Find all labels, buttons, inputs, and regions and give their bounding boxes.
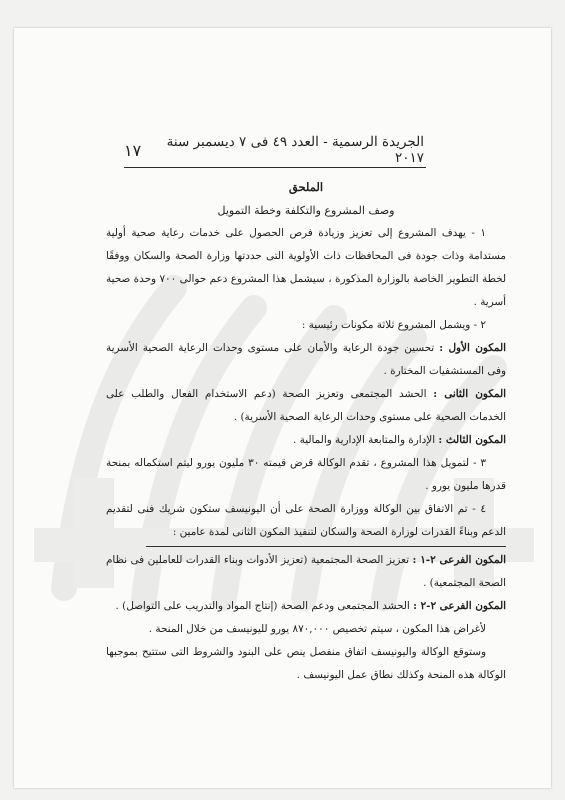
annex-body [106, 176, 506, 687]
gazette-title: الجريدة الرسمية - العدد ٤٩ فى ٧ ديسمبر سنة ٢٠١٧ [166, 134, 424, 166]
subcomponent-1-label: المكون الفرعى ٢-١ : [412, 554, 506, 566]
subcomponent-1 [106, 549, 506, 595]
component-3-label: المكون الثالث : [438, 434, 506, 446]
component-3-text: الإدارة والمتابعة الإدارية والمالية . [293, 434, 439, 446]
paragraph-5: لأغراض هذا المكون ، سيتم تخصيص ٨٧٠,٠٠٠ يورو لليونيسف من خلال المنحة . [148, 623, 486, 635]
subcomponent-1-text: تعزيز الصحة المجتمعية (تعزيز الأدوات وبناء القدرات للعاملين فى نظام الصحة المجتمعية) . [106, 554, 506, 589]
paragraph-3: ٣ - لتمويل هذا المشروع ، تقدم الوكالة قرض قيمته ٣٠ مليون يورو ليتم استكماله بمنحة قدرها مليون يورو . [106, 457, 506, 492]
component-3 [106, 429, 506, 452]
component-2-label: المكون الثانى : [433, 388, 507, 400]
component-2-text: الحشد المجتمعى وتعزيز الصحة (دعم الاستخدام الفعال والطلب على الخدمات الصحية على مستوى وحدات الرعاية الصحية الأسرية) . [106, 388, 506, 423]
component-1-label: المكون الأول : [439, 342, 506, 354]
component-2 [106, 383, 506, 429]
annex-subheading: وصف المشروع والتكلفة وخطة التمويل [217, 204, 395, 217]
header-rule [124, 167, 426, 168]
subcomponent-2-text: الحشد المجتمعى ودعم الصحة (إنتاج المواد والتدريب على التواصل) . [115, 600, 414, 612]
subcomponent-2-label: المكون الفرعى ٢-٢ : [413, 600, 506, 612]
page-number: ١٧ [124, 140, 142, 160]
paragraph-1: ١ - يهدف المشروع إلى تعزيز وزيادة فرص الحصول على خدمات رعاية صحية أولية مستدامة وذات جودة فى المحافظات ذات الأولوية التى حددتها وزارة الصحة والسكان ووفقًا لخطة التطوير الخاصة بالوزارة المذكورة ، سيشمل هذا المشروع دعم حوالى ٧٠٠ وحدة صحية أسرية . [106, 227, 506, 308]
component-1 [106, 337, 506, 383]
gazette-header [124, 136, 424, 164]
paragraph-4: ٤ - تم الاتفاق بين الوكالة ووزارة الصحة على أن اليونيسف ستكون شريك فنى لتقديم الدعم وبناءً القدرات لوزارة الصحة والسكان لتنفيذ المكون الثانى لمدة عامين : [106, 503, 506, 538]
paragraph-separator [146, 546, 506, 547]
paragraph-6: وستوقع الوكالة واليونيسف اتفاق منفصل ينص على البنود والشروط التى ستتيح بموجبها الوكالة هذه المنحة وكذلك نطاق عمل اليونيسف . [106, 646, 506, 681]
annex-heading: الملحق [288, 180, 324, 194]
subcomponent-2 [106, 595, 506, 618]
paragraph-2: ٢ - ويشمل المشروع ثلاثة مكونات رئيسية : [301, 319, 486, 331]
component-1-text: تحسين جودة الرعاية والأمان على مستوى وحدات الرعاية الصحية الأسرية وفى المستشفيات المختارة . [106, 342, 506, 377]
